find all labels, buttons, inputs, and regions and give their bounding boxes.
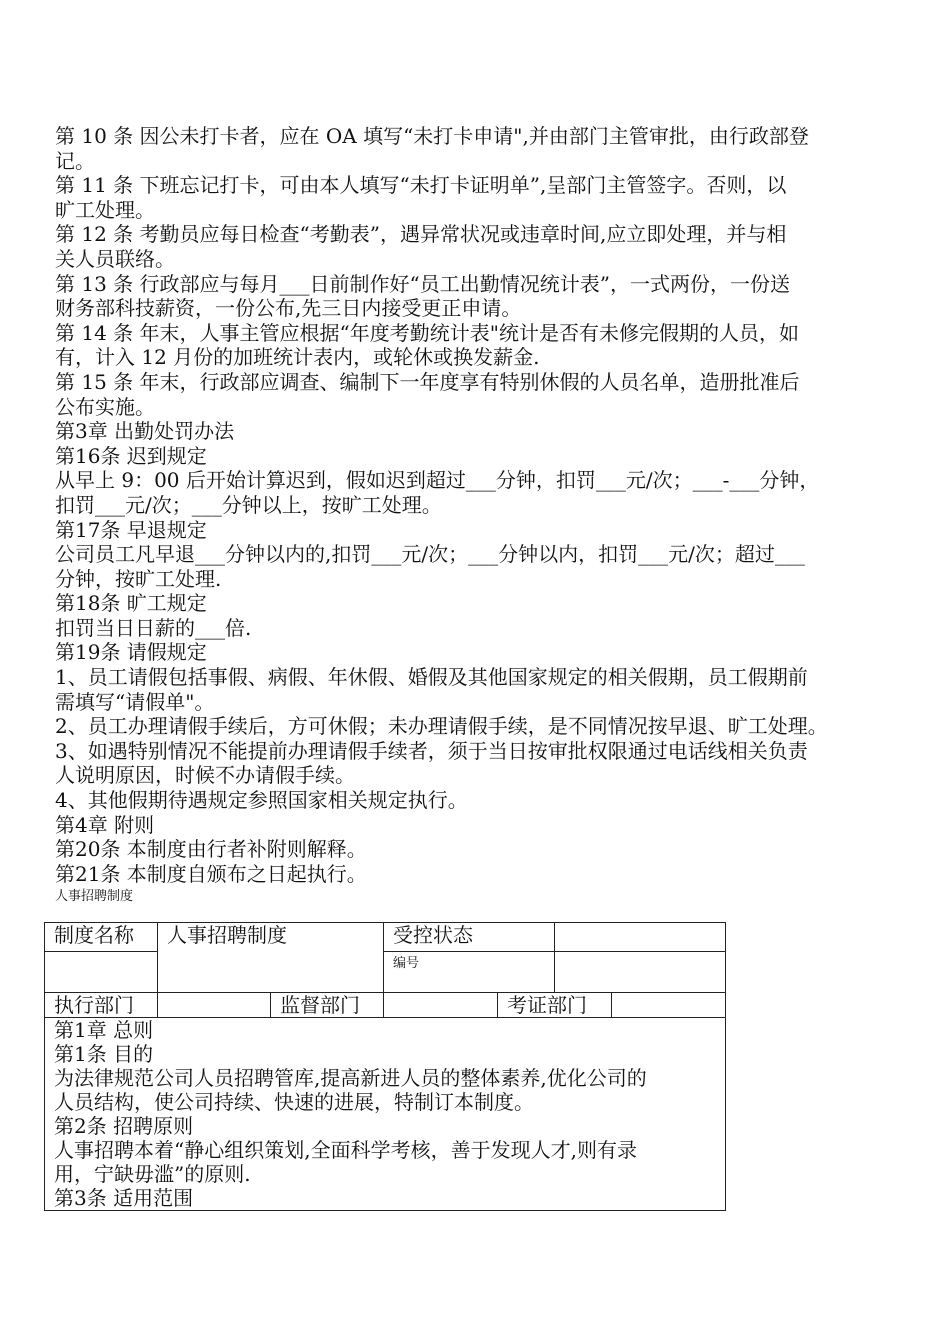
supervising-dept-label: 监督部门 <box>271 993 384 1018</box>
verifying-dept-label: 考证部门 <box>498 993 612 1018</box>
article-heading: 第18条 旷工规定 <box>55 591 207 616</box>
paragraph-line: 用，宁缺毋滥”的原则. <box>54 1162 251 1186</box>
article-heading: 第3条 适用范围 <box>54 1186 194 1210</box>
chapter-heading: 第1章 总则 <box>54 1018 154 1042</box>
chapter-heading: 第3章 出勤处罚办法 <box>55 419 235 444</box>
article-heading: 第20条 本制度由行者补附则解释。 <box>55 837 367 862</box>
article-heading: 第21条 本制度自颁布之日起执行。 <box>55 861 367 886</box>
article-heading: 第19条 请假规定 <box>55 640 207 665</box>
article-heading: 第17条 早退规定 <box>55 517 207 542</box>
paragraph-line: 需填写“请假单"。 <box>55 689 215 714</box>
paragraph-line: 人说明原因，时候不办请假手续。 <box>55 763 355 788</box>
paragraph-line: 有，计入 12 月份的加班统计表内，或轮休或换发薪金. <box>55 345 540 370</box>
paragraph-line: 1、员工请假包括事假、病假、年休假、婚假及其他国家规定的相关假期，员工假期前 <box>55 665 808 690</box>
supervising-dept-value <box>384 993 498 1018</box>
paragraph-line: 第 13 条 行政部应与每月___日前制作好“员工出勤情况统计表”，一式两份，一份送 <box>55 271 790 296</box>
article-heading: 第2条 招聘原则 <box>54 1114 194 1138</box>
paragraph-line: 2、员工办理请假手续后，方可休假；未办理请假手续，是不同情况按早退、旷工处理。 <box>55 714 828 739</box>
document-number-label: 编号 <box>384 952 555 993</box>
executing-dept-label: 执行部门 <box>45 993 158 1018</box>
article-heading: 第1条 目的 <box>54 1042 154 1066</box>
paragraph-line: 第 11 条 下班忘记打卡，可由本人填写“未打卡证明单”,呈部门主管签字。否则，以 <box>55 173 787 198</box>
policy-name-value: 人事招聘制度 <box>158 923 384 993</box>
chapter-heading: 第4章 附则 <box>55 812 155 837</box>
paragraph-line: 扣罚当日日薪的___倍. <box>55 615 252 640</box>
paragraph-line: 记。 <box>55 148 95 173</box>
paragraph-line: 人员结构，使公司持续、快速的进展，特制订本制度。 <box>54 1090 534 1114</box>
executing-dept-value <box>158 993 271 1018</box>
paragraph-line: 从早上 9：00 后开始计算迟到，假如迟到超过___分钟，扣罚___元/次；___-___分钟， <box>55 468 820 493</box>
document-number-value <box>555 952 726 993</box>
paragraph-line: 分钟，按旷工处理. <box>55 566 222 591</box>
paragraph-line: 关人员联络。 <box>55 246 175 271</box>
paragraph-line: 第 15 条 年末，行政部应调查、编制下一年度享有特别休假的人员名单，造册批准后 <box>55 369 800 394</box>
paragraph-line: 第 10 条 因公未打卡者，应在 OA 填写“未打卡申请",并由部门主管审批，由行政部登 <box>55 124 809 148</box>
document-body <box>55 124 900 906</box>
paragraph-line: 人事招聘本着“静心组织策划,全面科学考核，善于发现人才,则有录 <box>54 1138 637 1162</box>
paragraph-line: 4、其他假期待遇规定参照国家相关规定执行。 <box>55 788 468 813</box>
control-status-value <box>555 923 726 952</box>
paragraph-line: 公布实施。 <box>55 394 155 419</box>
paragraph-line: 旷工处理。 <box>55 197 155 222</box>
policy-content-cell <box>45 1018 726 1211</box>
verifying-dept-value <box>612 993 726 1018</box>
paragraph-line: 公司员工凡早退___分钟以内的,扣罚___元/次；___分钟以内，扣罚___元/次；超过___ <box>55 542 805 567</box>
paragraph-line: 第 12 条 考勤员应每日检查“考勤表”，遇异常状况或违章时间,应立即处理，并与相 <box>55 222 787 247</box>
table-caption: 人事招聘制度 <box>55 889 134 905</box>
paragraph-line: 3、如遇特别情况不能提前办理请假手续者，须于当日按审批权限通过电话线相关负责 <box>55 738 808 763</box>
policy-name-label: 制度名称 <box>45 923 158 952</box>
paragraph-line: 第 14 条 年末，人事主管应根据“年度考勤统计表"统计是否有未修完假期的人员，如 <box>55 320 799 345</box>
article-heading: 第16条 迟到规定 <box>55 443 207 468</box>
paragraph-line: 扣罚___元/次；___分钟以上，按旷工处理。 <box>55 492 442 517</box>
policy-form-table <box>44 922 726 1211</box>
policy-name-label-spacer <box>45 952 158 993</box>
paragraph-line: 为法律规范公司人员招聘管库,提高新进人员的整体素养,优化公司的 <box>54 1066 647 1090</box>
control-status-label: 受控状态 <box>384 923 555 952</box>
paragraph-line: 财务部科技薪资，一份公布,先三日内接受更正申请。 <box>55 296 522 321</box>
